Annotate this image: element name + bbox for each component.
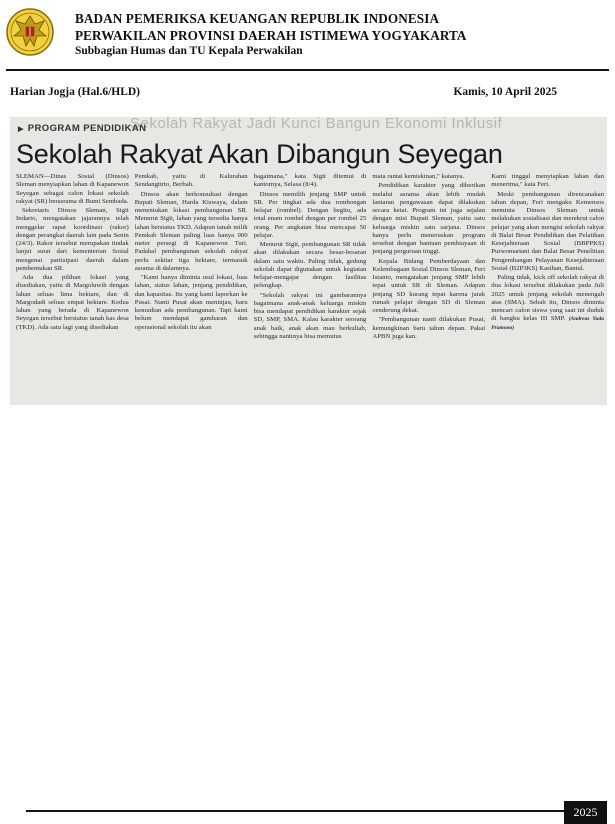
paragraph: Pemkab, yaitu di Kalurahan Sendangtirto, Berbah. <box>134 173 248 189</box>
footer-divider <box>26 810 566 812</box>
article-column <box>135 173 248 403</box>
garuda-emblem-icon <box>6 6 54 58</box>
section-kicker <box>18 123 146 134</box>
organization-name <box>75 10 467 59</box>
newspaper-clipping <box>10 117 607 405</box>
paragraph: Kami tinggal menyiapkan lahan dan menerima," kata Feri. <box>491 173 604 189</box>
header-divider <box>6 69 609 71</box>
paragraph: Ada dua pilihan lokasi yang disediakan, yaitu di Margoluwih dengan lahan seluas lima hektare, dan di Margodadi seluas empat hektare. Kedua lahan yang berada di Kapanewon Seyegan tersebut berstatus tanah kas desa (TKD). Ada satu lagi yang disediakan <box>16 274 129 331</box>
kicker-label: PROGRAM PENDIDIKAN <box>27 123 147 134</box>
letterhead <box>0 0 615 70</box>
paragraph: Menurut Sigit, pembangunan SR tidak akan dilakukan secara besar-besaran dalam satu waktu. Paling tidak, gedung sekolah dapat digunakan untuk kegiatan belajar-mengajar dengan fasilitas pelengkap. <box>253 241 367 290</box>
publication-date: Kamis, 10 April 2025 <box>453 86 557 98</box>
byline: (Andreas Yuda Pramono) <box>491 316 604 331</box>
ghost-headline: Sekolah Rakyat Jadi Kunci Bangun Ekonomi Inklusif <box>130 117 503 132</box>
paragraph: mata rantai kemiskinan," katanya. <box>372 173 465 180</box>
paragraph: "Pembangunan nanti dilakukan Pusat, kemungkinan baru tahun depan. Pakai APBN juga kan. <box>372 316 486 340</box>
org-line-2: PERWAKILAN PROVINSI DAERAH ISTIMEWA YOGYAKARTA <box>75 28 467 43</box>
org-line-3: Subbagian Humas dan TU Kepala Perwakilan <box>75 45 303 57</box>
article-body <box>16 173 604 403</box>
article-headline: Sekolah Rakyat Akan Dibangun Seyegan <box>16 139 503 169</box>
paragraph: "Sekolah rakyat ini gambarannya bagaimana anak-anak keluarga miskin bisa mendapat pendidikan karakter sejak SD, SMP, SMA. Kalau karakter seorang anak baik, anak akan mau berkuliah, sehingga nantinya bisa memutus <box>253 291 367 340</box>
paragraph: SLEMAN—Dinas Sosial (Dinsos) Sleman menyiapkan lahan di Kapanewon Seyegan sebagai calon lokasi sekolah rakyat (SR) berasrama di Bumi Sembada. <box>16 173 129 205</box>
paragraph: bagaimana," kata Sigit ditemui di kantornya, Selasa (8/4). <box>253 173 367 189</box>
year-badge: 2025 <box>564 801 607 824</box>
paragraph: Pendidikan karakter yang diberikan melalui asrama akan lebih mudah lantaran pengawasan dapat dilakukan secara ketat. Program ini juga sejalan dengan misi Bupati Sleman, yaitu satu keluarga miskin satu sarjana. Dinsos hanya perlu meneruskan program tersebut dengan bantuan pembiayaan di jenjang perguruan tinggi. <box>372 182 486 256</box>
article-column <box>491 173 604 403</box>
article-column <box>16 173 129 403</box>
paragraph: Meski pembangunan direncanakan tahun depan, Feri mengaku Kemensos meminta Dinsos Sleman untuk melakukan sosialisasi dan merekrut calon pelajar yang akan mengisi sekolah rakyat di Balai Besar Pendidikan dan Pelatihan Kesejahteraan Sosial (BBPPKS) Purwomartani dan Balai Besar Penelitian Pengembangan Pelayanan Kesejahteraan Sosial (B2P3KS) Kasihan, Bantul. <box>491 190 604 272</box>
org-line-1: BADAN PEMERIKSA KEUANGAN REPUBLIK INDONESIA <box>75 11 440 26</box>
paragraph: Kepala Bidang Pemberdayaan dan Kelembagaan Sosial Dinsos Sleman, Feri Istanto, mengatakan jenjang SMP lebih tepat untuk SR di Sleman. Adapun jenjang SD kurang tepat karena jarak rumah pelajar dengan SD di Sleman cenderung dekat. <box>372 257 486 314</box>
paragraph: Dinsos memilih jenjang SMP untuk SR. Per tingkat ada dua rombongan belajar (rombel). Dengan begitu, ada total enam rombel dengan per rombel 25 orang. Per angkatan bisa mencapai 50 pelajar. <box>253 190 367 239</box>
paragraph <box>491 274 604 332</box>
article-column <box>372 173 485 403</box>
paragraph: Sekretaris Dinsos Sleman, Sigit Indarto, mengatakan jajarannya telah menggelar rapat koordinasi (rakor) dengan perangkat daerah lain pada Senin (24/3). Rakor tersebut merupakan tindak lanjut surat dari kementerian Sosial mengenai partisipasi daerah dalam pembentukan SR. <box>16 207 129 272</box>
paragraph-text: Paling tidak, kick off sekolah rakyat di dua lokasi tersebut dilakukan pada Juli 2025 untuk jenjang sekolah menengah atas (SMA). Sebab itu, Dinsos diminta mencari calon siswa yang saat ini duduk di bangku kelas III SMP. <box>491 274 604 323</box>
article-column <box>254 173 367 403</box>
paragraph: Dinsos akan berkonsultasi dengan Bupati Sleman, Harda Kiswaya, dalam menentukan lokasi pembangunan SR. Menurut Sigit, lahan yang tersedia hanya lahan berstatus TKD. Adapun tanah milik Pemkab Sleman paling luas hanya 900 meter persegi di Kapanewon Turi. Padahal pembangunan sekolah rakyat perlu sekitar tiga hektare, termasuk asrama di dalamnya. <box>134 190 248 272</box>
triangle-right-icon: ▶ <box>18 126 24 133</box>
paragraph: "Kami hanya diminta usul lokasi, luas lahan, status lahan, jenjang pendidikan, dan kapasitas. Itu yang kami laporkan ke Pusat. Nanti Pusat akan meninjau, baru kemudian ada pembangunan. Tapi kami belum mendapat gambaran dan operasional sekolah itu akan <box>134 274 248 331</box>
publication-source: Harian Jogja (Hal.6/HLD) <box>10 86 141 98</box>
